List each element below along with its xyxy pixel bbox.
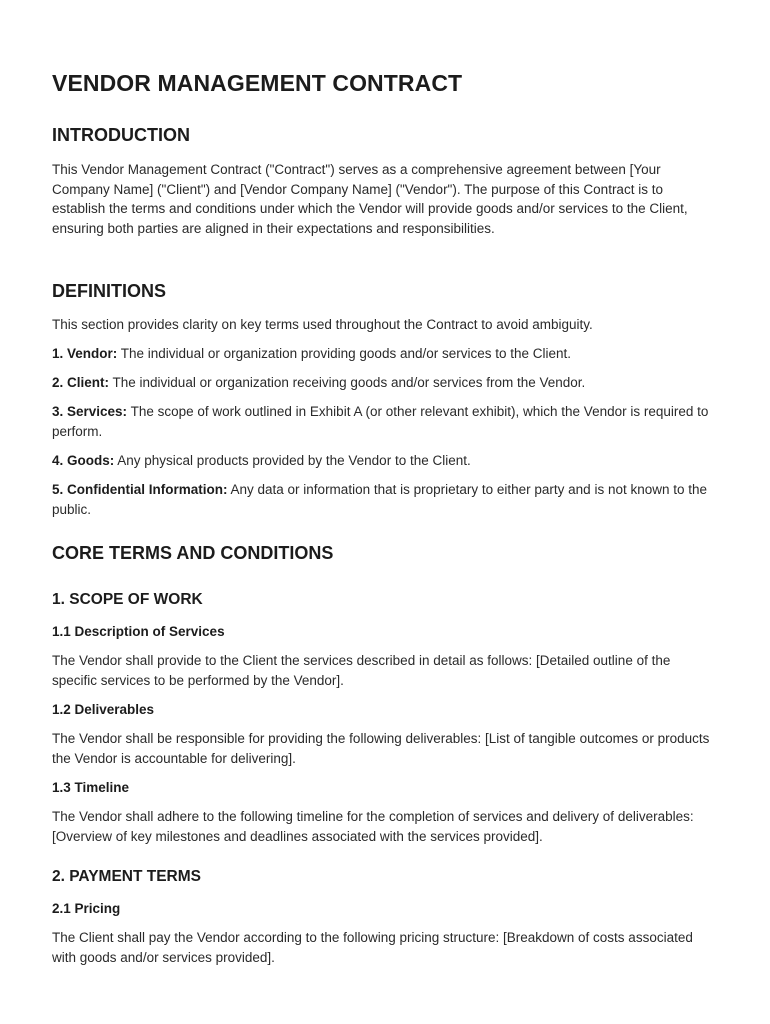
deliverables-paragraph: The Vendor shall be responsible for providing the following deliverables: [List of tangible outcomes or products the Vendor is accountable for delivering]. (52, 731, 710, 766)
description-of-services-heading: 1.1 Description of Services (52, 624, 225, 639)
definition-client (52, 373, 718, 393)
definition-term: 1. Vendor: (52, 346, 118, 361)
definition-text: The individual or organization receiving goods and/or services from the Vendor. (109, 375, 586, 390)
definition-confidential-information (52, 480, 718, 519)
timeline-heading: 1.3 Timeline (52, 780, 130, 795)
document-title: VENDOR MANAGEMENT CONTRACT (52, 70, 463, 96)
definition-services (52, 402, 718, 441)
introduction-paragraph: This Vendor Management Contract ("Contract") serves as a comprehensive agreement between [Your Company Name] ("Client") and [Vendor Company Name] ("Vendor"). The purpose of this Contract is to establish the terms and conditions under which the Vendor will provide goods and/or services to the Client, ensuring both parties are aligned in their expectations and responsibilities. (52, 162, 688, 236)
scope-of-work-heading: 1. SCOPE OF WORK (52, 591, 203, 608)
timeline-paragraph: The Vendor shall adhere to the following timeline for the completion of services and delivery of deliverables: [Overview of key milestones and deadlines associated with the services provided]. (52, 809, 694, 844)
definition-text: The scope of work outlined in Exhibit A (or other relevant exhibit), which the Vendor is required to perform. (52, 404, 709, 439)
definition-text: The individual or organization providing goods and/or services to the Client. (117, 346, 572, 361)
core-terms-heading: CORE TERMS AND CONDITIONS (52, 543, 334, 563)
definitions-heading: DEFINITIONS (52, 281, 167, 301)
introduction-heading: INTRODUCTION (52, 125, 190, 145)
definition-text: Any physical products provided by the Vendor to the Client. (114, 453, 471, 468)
deliverables-heading: 1.2 Deliverables (52, 702, 155, 717)
definition-text: Any data or information that is proprietary to either party and is not known to the public. (52, 482, 708, 517)
definition-goods (52, 451, 718, 471)
definition-term: 5. Confidential Information: (52, 482, 228, 497)
definition-term: 2. Client: (52, 375, 110, 390)
pricing-paragraph: The Client shall pay the Vendor according to the following pricing structure: [Breakdown of costs associated with goods and/or services provided]. (52, 930, 693, 965)
definition-vendor (52, 344, 718, 364)
definition-term: 4. Goods: (52, 453, 115, 468)
definitions-intro: This section provides clarity on key terms used throughout the Contract to avoid ambiguity. (52, 317, 593, 332)
description-of-services-paragraph: The Vendor shall provide to the Client the services described in detail as follows: [Detailed outline of the specific services to be performed by the Vendor]. (52, 653, 671, 688)
definition-term: 3. Services: (52, 404, 128, 419)
payment-terms-heading: 2. PAYMENT TERMS (52, 868, 201, 885)
pricing-heading: 2.1 Pricing (52, 901, 121, 916)
